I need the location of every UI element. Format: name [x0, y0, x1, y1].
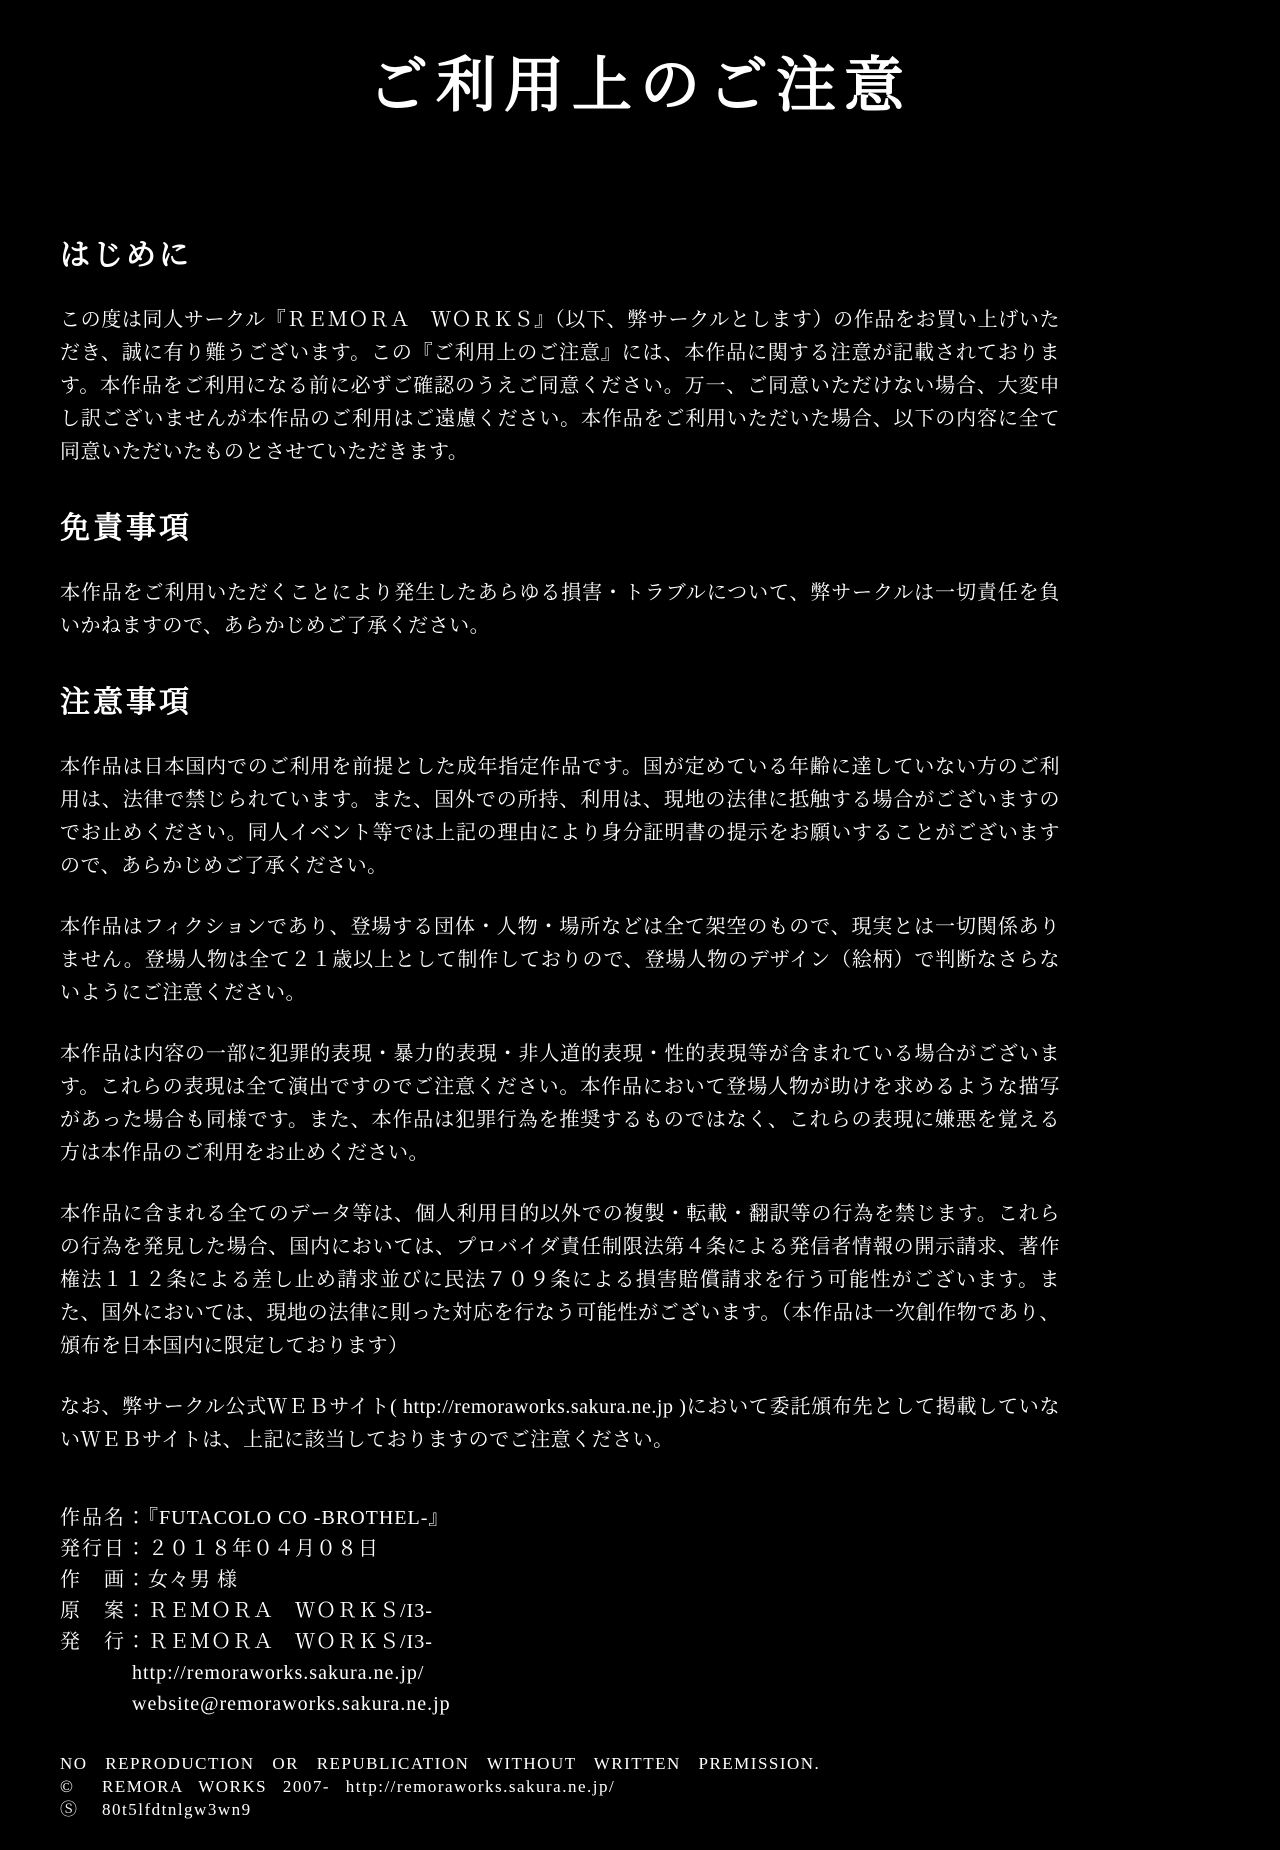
- page-title: ご利用上のご注意: [368, 53, 912, 119]
- intro-heading: はじめに: [60, 239, 192, 272]
- caution-paragraph-copyright: 本作品に含まれる全てのデータ等は、個人利用目的以外での複製・転載・翻訳等の行為を禁じます。これらの行為を発見した場合、国内においては、プロバイダ責任制限法第４条による発信者情報の開示請求、著作権法１１２条による差し止め請求並びに民法７０９条による損害賠償請求を行う可能性がございます。また、国外においては、現地の法律に則った対応を行なう可能性がございます。（本作品は一次創作物であり、頒布を日本国内に限定しております）: [60, 1203, 1060, 1357]
- caution-paragraph-fiction: 本作品はフィクションであり、登場する団体・人物・場所などは全て架空のもので、現実とは一切関係ありません。登場人物は全て２１歳以上として制作しておりので、登場人物のデザイン（絵柄）で判断なさらないようにご注意ください。: [60, 916, 1060, 1004]
- section-intro: [60, 238, 1060, 469]
- reproduction-notice: NO REPRODUCTION OR REPUBLICATION WITHOUT WRITTEN PREMISSION.: [60, 1754, 821, 1773]
- caution-heading: 注意事項: [60, 686, 192, 719]
- publisher-circle: ＲＥＭＯＲＡ ＷＯＲＫＳ/I3-: [148, 1631, 433, 1653]
- disclaimer-heading: 免責事項: [60, 512, 192, 545]
- copyright-text: REMORA WORKS 2007- http://remoraworks.sakura.ne.jp/: [102, 1777, 616, 1796]
- copyright-line: [60, 1775, 1060, 1798]
- copyright-icon: ©: [60, 1777, 75, 1796]
- colophon-label: 原 案：: [60, 1600, 148, 1622]
- usage-notice-page: [0, 50, 1280, 1850]
- disclaimer-paragraph: 本作品をご利用いただくことにより発生したあらゆる損害・トラブルについて、弊サークルは一切責任を負いかねますので、あらかじめご了承ください。: [60, 582, 1060, 637]
- colophon-label: 作品名：: [60, 1507, 148, 1529]
- contact-email: website@remoraworks.sakura.ne.jp: [132, 1693, 451, 1715]
- footer: [60, 1752, 1060, 1821]
- caution-paragraph-official-site: なお、弊サークル公式ＷＥＢサイト( http://remoraworks.sakura.ne.jp )において委託頒布先として掲載していないＷＥＢサイトは、上記に該当しておりますのでご注意ください。: [60, 1396, 1060, 1451]
- website-url: http://remoraworks.sakura.ne.jp/: [132, 1662, 425, 1684]
- document-body: [60, 238, 1060, 1821]
- colophon-row-email: [60, 1689, 1060, 1720]
- colophon-row-title: [60, 1503, 1060, 1534]
- serial-code: 80t5lfdtnlgw3wn9: [102, 1800, 252, 1819]
- artist-name: 女々男 様: [148, 1569, 238, 1591]
- publish-date: ２０１８年０４月０８日: [148, 1538, 379, 1560]
- colophon-row-original: [60, 1596, 1060, 1627]
- colophon-label: 発 行：: [60, 1631, 148, 1653]
- colophon-label: 発行日：: [60, 1538, 148, 1560]
- section-disclaimer: [60, 511, 1060, 643]
- colophon-label: 作 画：: [60, 1569, 148, 1591]
- colophon-row-date: [60, 1534, 1060, 1565]
- work-title: 『FUTACOLO CO -BROTHEL-』: [148, 1507, 450, 1529]
- colophon-row-url: [60, 1658, 1060, 1689]
- section-caution: [60, 685, 1060, 1457]
- serial-line: [60, 1798, 1060, 1821]
- colophon-row-publisher: [60, 1627, 1060, 1658]
- colophon-row-artist: [60, 1565, 1060, 1596]
- caution-paragraph-age-restriction: 本作品は日本国内でのご利用を前提とした成年指定作品です。国が定めている年齢に達していない方のご利用は、法律で禁じられています。また、国外での所持、利用は、現地の法律に抵触する場合がございますのでお止めください。同人イベント等では上記の理由により身分証明書の提示をお願いすることがございますので、あらかじめご了承ください。: [60, 756, 1060, 877]
- circled-s-icon: Ⓢ: [60, 1800, 79, 1819]
- colophon: [60, 1503, 1060, 1720]
- original-circle: ＲＥＭＯＲＡ ＷＯＲＫＳ/I3-: [148, 1600, 433, 1622]
- caution-paragraph-expressions: 本作品は内容の一部に犯罪的表現・暴力的表現・非人道的表現・性的表現等が含まれている場合がございます。これらの表現は全て演出ですのでご注意ください。本作品において登場人物が助けを求めるような描写があった場合も同様です。また、本作品は犯罪行為を推奨するものではなく、これらの表現に嫌悪を覚える方は本作品のご利用をお止めください。: [60, 1043, 1060, 1164]
- intro-paragraph: この度は同人サークル『ＲＥＭＯＲＡ ＷＯＲＫＳ』（以下、弊サークルとします）の作品をお買い上げいただき、誠に有り難うございます。この『ご利用上のご注意』には、本作品に関する注意が記載されております。本作品をご利用になる前に必ずご確認のうえご同意ください。万一、ご同意いただけない場合、大変申し訳ございませんが本作品のご利用はご遠慮ください。本作品をご利用いただいた場合、以下の内容に全て同意いただいたものとさせていただきます。: [60, 309, 1060, 463]
